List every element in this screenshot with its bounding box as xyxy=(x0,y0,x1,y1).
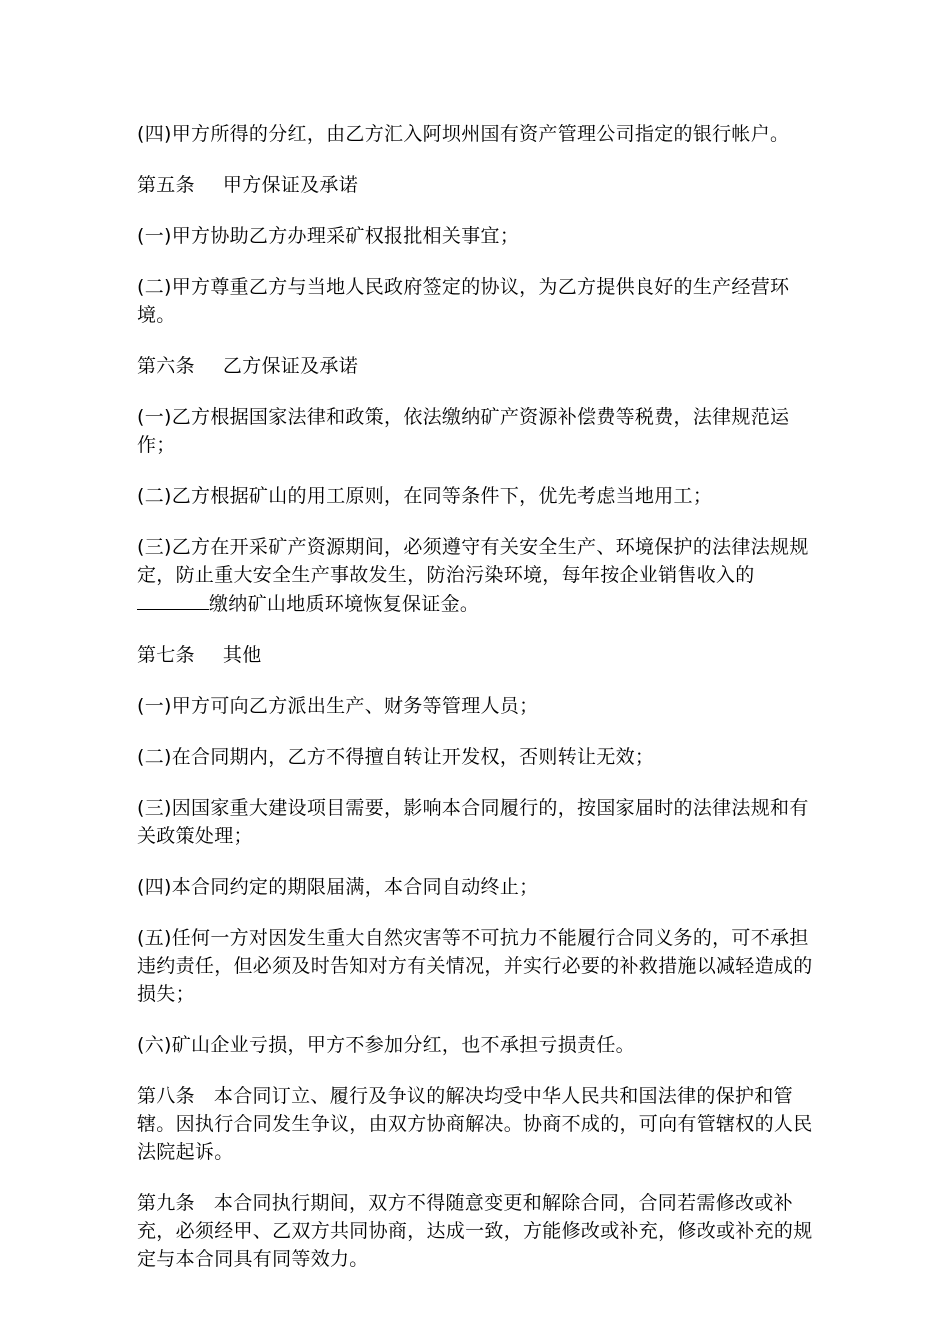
article-6-label: 第六条 xyxy=(137,355,195,377)
clause-5-2: (二)甲方尊重乙方与当地人民政府签定的协议，为乙方提供良好的生产经营环境。 xyxy=(137,276,790,326)
clause-6-3-text-b: 缴纳矿山地质环境恢复保证金。 xyxy=(209,593,480,615)
clause-7-6: (六)矿山企业亏损，甲方不参加分红，也不承担亏损责任。 xyxy=(137,1034,635,1056)
document-body xyxy=(137,120,817,1296)
article-8 xyxy=(137,1082,817,1166)
clause-4-4: (四)甲方所得的分红，由乙方汇入阿坝州国有资产管理公司指定的银行帐户。 xyxy=(137,123,790,145)
clause-6-3-text-a: (三)乙方在开采矿产资源期间，必须遵守有关安全生产、环境保护的法律法规规定，防止重大安全生产事故发生，防治污染环境，每年按企业销售收入的 xyxy=(137,536,809,586)
article-9 xyxy=(137,1189,817,1273)
article-9-text: 本合同执行期间，双方不得随意变更和解除合同，合同若需修改或补充，必须经甲、乙双方共同协商，达成一致，方能修改或补充，修改或补充的规定与本合同具有同等效力。 xyxy=(137,1192,813,1270)
article-7-label: 第七条 xyxy=(137,644,195,666)
article-7-heading xyxy=(137,641,817,669)
clause-7-2: (二)在合同期内，乙方不得擅自转让开发权，否则转让无效； xyxy=(137,746,655,768)
clause-6-2: (二)乙方根据矿山的用工原则，在同等条件下，优先考虑当地用工； xyxy=(137,485,713,507)
article-9-label: 第九条 xyxy=(137,1192,195,1214)
article-6-title: 乙方保证及承诺 xyxy=(222,355,359,377)
article-5-title: 甲方保证及承诺 xyxy=(222,174,359,196)
clause-7-5: (五)任何一方对因发生重大自然灾害等不可抗力不能履行合同义务的，可不承担违约责任，但必须及时告知对方有关情况，并实行必要的补救措施以减轻造成的损失； xyxy=(137,927,813,1005)
clause-7-1: (一)甲方可向乙方派出生产、财务等管理人员； xyxy=(137,695,539,717)
clause-6-3 xyxy=(137,533,817,618)
article-5-heading xyxy=(137,171,817,199)
article-8-label: 第八条 xyxy=(137,1085,195,1107)
clause-6-1: (一)乙方根据国家法律和政策，依法缴纳矿产资源补偿费等税费，法律规范运作； xyxy=(137,406,790,456)
clause-5-1: (一)甲方协助乙方办理采矿权报批相关事宜； xyxy=(137,225,520,247)
article-8-text: 本合同订立、履行及争议的解决均受中华人民共和国法律的保护和管辖。因执行合同发生争议，由双方协商解决。协商不成的，可向有管辖权的人民法院起诉。 xyxy=(137,1085,813,1163)
clause-7-4: (四)本合同约定的期限届满，本合同自动终止； xyxy=(137,876,539,898)
article-7-title: 其他 xyxy=(222,644,262,666)
clause-7-3: (三)因国家重大建设项目需要，影响本合同履行的，按国家届时的法律法规和有关政策处理； xyxy=(137,797,809,847)
article-6-heading xyxy=(137,352,817,380)
article-5-label: 第五条 xyxy=(137,174,195,196)
fill-in-blank xyxy=(137,589,209,610)
